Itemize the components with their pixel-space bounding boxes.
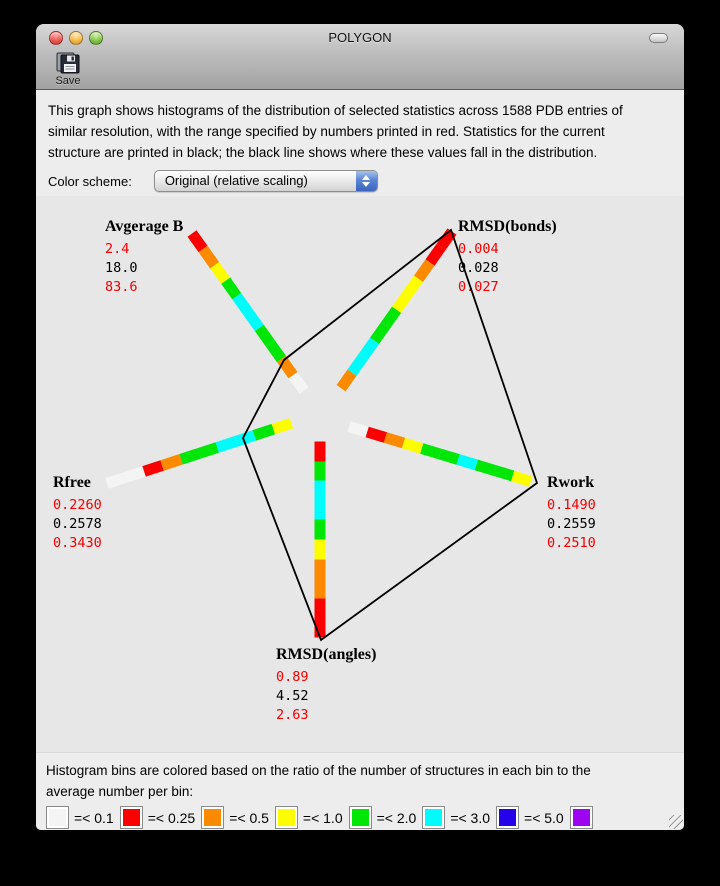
cyan-bin-label: =< 3.0 (450, 809, 491, 826)
axis-label-rwork: Rwork (547, 474, 595, 491)
orange-bin-label: =< 0.5 (229, 809, 269, 826)
axis-stats-average-b (105, 218, 183, 297)
legend-bin-blue (496, 806, 570, 829)
save-icon (55, 50, 81, 74)
histogram-arm-rwork (347, 421, 532, 486)
legend-bins-row (46, 806, 674, 829)
axis-label-rmsd-angles: RMSD(angles) (276, 646, 377, 663)
toolbar-toggle-button[interactable] (649, 33, 668, 43)
rwork-min: 0.1490 (547, 497, 596, 513)
rfree-current: 0.2578 (53, 516, 102, 532)
white-bin-swatch (46, 806, 69, 829)
rmsd-bonds-min: 0.004 (458, 241, 499, 257)
axis-stats-rmsd-angles (276, 646, 376, 725)
axis-stats-rwork (547, 474, 596, 553)
polygon-window (36, 24, 684, 830)
axis-stats-rfree (53, 474, 102, 553)
description-line: structure are printed in black; the black line shows where these values fall in the distribution. (48, 145, 598, 160)
resize-grip[interactable] (669, 815, 683, 829)
toolbar (36, 52, 684, 90)
legend-bin-green (349, 806, 423, 829)
description-line: similar resolution, with the range specified by numbers printed in red. Statistics for the current (48, 124, 605, 139)
window-header (36, 24, 684, 90)
axis-label-rfree: Rfree (53, 474, 91, 491)
titlebar[interactable] (36, 24, 684, 52)
legend-bin-purple (570, 806, 604, 829)
blue-bin-swatch (496, 806, 519, 829)
legend-bin-yellow (275, 806, 349, 829)
yellow-bin-label: =< 1.0 (302, 809, 343, 826)
green-bin-swatch (349, 806, 372, 829)
color-scheme-row (48, 170, 672, 192)
rmsd-bonds-current: 0.028 (458, 260, 499, 276)
yellow-bin-swatch (275, 806, 298, 829)
rmsd-angles-min: 0.89 (276, 669, 309, 685)
legend-text-line: Histogram bins are colored based on the ratio of the number of structures in each bin to the (46, 763, 591, 778)
average-b-current: 18.0 (105, 260, 138, 276)
legend-text-line: average number per bin: (46, 784, 194, 799)
popup-stepper-icon (356, 171, 377, 191)
legend-panel (36, 752, 684, 830)
polygon-plot (36, 196, 684, 752)
description-panel (36, 90, 684, 196)
orange-bin-swatch (201, 806, 224, 829)
cyan-bin-swatch (422, 806, 445, 829)
rmsd-angles-current: 4.52 (276, 688, 309, 704)
blue-bin-label: =< 5.0 (524, 809, 564, 826)
save-button[interactable] (48, 50, 88, 87)
color-scheme-select[interactable] (154, 170, 378, 192)
rwork-max: 0.2510 (547, 535, 596, 551)
white-bin-label: =< 0.1 (74, 809, 114, 826)
window-title: POLYGON (328, 30, 392, 45)
description-line: This graph shows histograms of the distribution of selected statistics across 1588 PDB entries of (48, 103, 623, 118)
rfree-min: 0.2260 (53, 497, 102, 513)
histogram-arm-average-b (188, 230, 309, 394)
average-b-max: 83.6 (105, 279, 138, 295)
rwork-current: 0.2559 (547, 516, 596, 532)
color-scheme-label: Color scheme: (48, 173, 132, 189)
green-bin-label: =< 2.0 (376, 809, 417, 826)
histogram-arm-rmsd-angles (315, 441, 326, 637)
purple-bin-swatch (570, 806, 593, 829)
axis-label-rmsd-bonds: RMSD(bonds) (458, 218, 557, 235)
axis-stats-rmsd-bonds (458, 218, 557, 297)
rmsd-bonds-max: 0.027 (458, 279, 499, 295)
save-button-label: Save (55, 75, 81, 87)
red-bin-swatch (120, 806, 143, 829)
red-bin-label: =< 0.25 (147, 809, 196, 826)
color-scheme-selected-value: Original (relative scaling) (164, 173, 308, 188)
legend-bin-white (46, 806, 120, 829)
legend-bin-red (120, 806, 202, 829)
average-b-min: 2.4 (105, 241, 130, 257)
legend-bin-cyan (422, 806, 496, 829)
rmsd-angles-max: 2.63 (276, 707, 309, 723)
histogram-arm-rfree (105, 418, 293, 489)
rfree-max: 0.3430 (53, 535, 102, 551)
legend-bin-orange (201, 806, 275, 829)
histogram-arm-rmsd-bonds (337, 228, 457, 391)
axis-label-average-b: Avgerage B (105, 218, 184, 235)
